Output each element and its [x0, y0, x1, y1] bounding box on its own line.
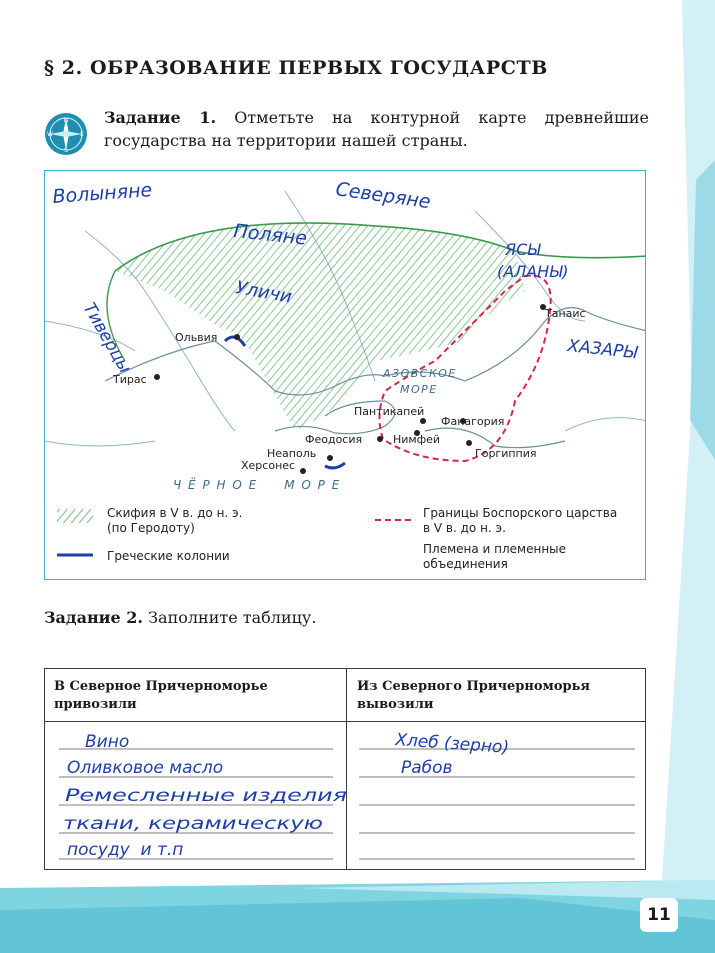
- city-khersones: Херсонес: [241, 459, 296, 472]
- compass-w: W: [47, 131, 53, 138]
- city-nimfei: Нимфей: [393, 433, 441, 446]
- sea-azov-1: АЗОВСКОЕ: [383, 367, 457, 380]
- legend-colonies: Греческие колонии: [107, 549, 230, 563]
- hw-alany: (АЛАНЫ): [497, 262, 569, 281]
- hw-polyane: Поляне: [232, 220, 308, 250]
- compass-n: N: [63, 117, 69, 124]
- city-neapol: Неаполь: [267, 447, 317, 460]
- task1-label: Задание 1.: [104, 108, 217, 127]
- hw-yasy: ЯСЫ: [505, 240, 541, 259]
- task2-text: Заполните таблицу.: [148, 608, 317, 627]
- page-edge-decoration: [662, 0, 715, 880]
- task2-label: Задание 2.: [44, 608, 143, 627]
- compass-e: E: [80, 131, 84, 138]
- import-item: ткани, керамическую: [63, 814, 323, 834]
- import-item: Вино: [85, 732, 130, 752]
- legend-scythia-1: Скифия в V в. до н. э.: [107, 506, 243, 520]
- legend-bosporus-2: в V в. до н. э.: [423, 521, 506, 535]
- city-pantikapei: Пантикапей: [354, 405, 425, 418]
- city-tiras: Тирас: [113, 373, 147, 386]
- hw-tivertsy: Тиверцы: [78, 299, 135, 377]
- hw-severyane: Северяне: [334, 178, 432, 214]
- import-item: Ремесленные изделия: [65, 786, 347, 806]
- hw-volynyane: Волыняне: [51, 179, 153, 208]
- compass-icon: [44, 112, 88, 156]
- city-feodosia: Феодосия: [305, 433, 363, 446]
- legend-tribes-2: объединения: [423, 557, 508, 571]
- page-footer: [0, 880, 715, 953]
- sea-azov-2: МОРЕ: [400, 383, 438, 396]
- export-item: Рабов: [401, 758, 453, 778]
- city-tanais: Танаис: [545, 307, 586, 320]
- legend-tribes-1: Племена и племенные: [423, 542, 567, 556]
- city-fanagoria: Фанагория: [441, 415, 505, 428]
- sea-black: Ч Ё Р Н О Е М О Р Е: [173, 478, 341, 492]
- city-gorgippia: Горгиппия: [475, 447, 537, 460]
- contour-map: [44, 170, 646, 580]
- col2-header: Из Северного Причерноморья вывозили: [357, 679, 591, 712]
- hw-ulichi: Уличи: [234, 277, 294, 308]
- section-heading: § 2. ОБРАЗОВАНИЕ ПЕРВЫХ ГОСУДАРСТВ: [44, 57, 548, 79]
- trade-table: [44, 668, 646, 870]
- city-olbia: Ольвия: [175, 331, 218, 344]
- compass-s: S: [64, 147, 68, 154]
- import-item: посуду и т.п: [67, 840, 184, 860]
- task2: [44, 608, 316, 627]
- import-item: Оливковое масло: [67, 758, 224, 778]
- export-item: Хлеб (зерно): [394, 730, 510, 758]
- legend-bosporus-1: Границы Боспорского царства: [423, 506, 618, 520]
- hw-khazary: ХАЗАРЫ: [566, 336, 639, 364]
- task1-text: Отметьте на контурной карте древнейшие государства на территории нашей страны.: [104, 108, 649, 150]
- col1-header: В Северное Причерноморье привозили: [54, 679, 268, 712]
- task1: [104, 106, 649, 152]
- legend-scythia-2: (по Геродоту): [107, 521, 195, 535]
- page-number: 11: [640, 898, 678, 932]
